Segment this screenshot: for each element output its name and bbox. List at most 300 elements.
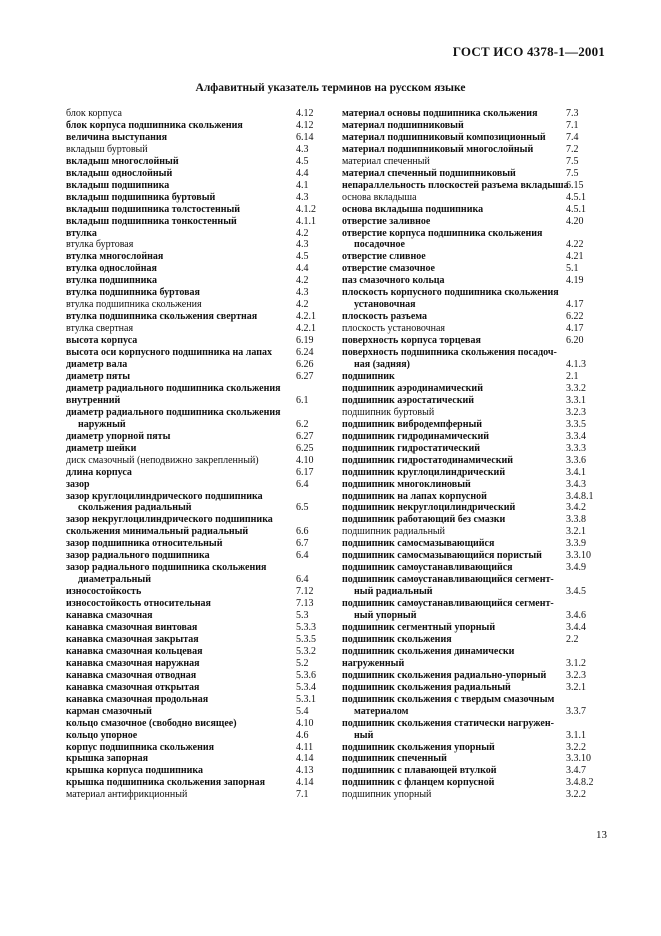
index-term — [66, 443, 326, 455]
index-term-number: 4.3 — [296, 287, 309, 299]
index-entry — [66, 335, 326, 347]
index-term-line: втулка — [66, 227, 97, 239]
index-term — [66, 144, 326, 156]
index-term-number: 5.3.2 — [296, 645, 316, 657]
index-term — [66, 359, 326, 371]
index-term-line: блок корпуса — [66, 108, 122, 119]
index-entry — [342, 347, 592, 371]
index-entry — [342, 502, 592, 514]
index-term-number: 4.14 — [296, 777, 314, 789]
index-term-number: 5.4 — [296, 705, 309, 717]
index-term — [66, 514, 326, 538]
index-term — [66, 753, 326, 765]
index-term-line: материал основы подшипника скольжения — [342, 108, 538, 119]
index-term-number: 4.2.1 — [296, 323, 316, 335]
index-term-line: подшипник скольжения — [342, 633, 452, 645]
index-entry — [66, 598, 326, 610]
index-term — [342, 443, 592, 455]
index-term — [342, 263, 592, 275]
index-term-line: диаметр радиального подшипника скольжения — [66, 382, 281, 394]
index-entry — [342, 263, 592, 275]
index-term-number: 4.1.2 — [296, 203, 316, 215]
index-term-number: 6.4 — [296, 550, 309, 562]
index-term-number: 3.4.3 — [566, 478, 586, 490]
index-term — [342, 120, 592, 132]
index-entry — [342, 682, 592, 694]
index-entry — [66, 586, 326, 598]
index-term — [66, 407, 326, 431]
index-term — [342, 765, 592, 777]
index-entry — [342, 275, 592, 287]
index-term-line: длина корпуса — [66, 466, 132, 478]
index-term-number: 3.3.1 — [566, 394, 586, 406]
index-term — [66, 180, 326, 192]
index-term — [342, 108, 592, 120]
index-term-number: 5.3.5 — [296, 633, 316, 645]
standard-header: ГОСТ ИСО 4378-1—2001 — [452, 44, 605, 59]
index-term — [66, 168, 326, 180]
index-term-line: карман смазочный — [66, 705, 152, 717]
index-term-line: канавка смазочная продольная — [66, 693, 209, 705]
index-term-number: 7.5 — [566, 167, 579, 179]
index-term — [66, 467, 326, 479]
index-term-line: основа вкладыша — [342, 191, 417, 203]
index-term — [342, 753, 592, 765]
index-entry — [66, 467, 326, 479]
index-entry — [342, 718, 592, 742]
index-entry — [342, 550, 592, 562]
index-term — [342, 514, 592, 526]
index-term-line: высота оси корпусного подшипника на лапах — [66, 347, 273, 359]
index-term-number: 4.17 — [566, 323, 584, 335]
index-entry — [66, 359, 326, 371]
index-term-number: 6.25 — [296, 442, 314, 454]
index-term — [342, 598, 592, 622]
index-term — [66, 156, 326, 168]
index-entry — [66, 514, 326, 538]
index-entry — [66, 634, 326, 646]
index-term-line: плоскость разъема — [342, 311, 427, 323]
index-term — [66, 598, 326, 610]
index-term-number: 6.2 — [296, 418, 309, 430]
index-term-number: 4.2.1 — [296, 311, 316, 323]
index-term-number: 4.5.1 — [566, 203, 586, 215]
index-term-number: 4.13 — [296, 765, 314, 777]
index-entry — [342, 371, 592, 383]
index-term-number: 3.1.1 — [566, 729, 586, 741]
index-entry — [66, 216, 326, 228]
index-term-line: диск смазочный (неподвижно закрепленный) — [66, 454, 259, 466]
index-entry — [66, 753, 326, 765]
index-term-line: канавка смазочная винтовая — [66, 621, 198, 633]
index-term — [342, 287, 592, 311]
index-term-line: паз смазочного кольца — [342, 275, 445, 287]
index-entry — [66, 180, 326, 192]
index-term — [66, 479, 326, 491]
index-term-line: канавка смазочная — [66, 610, 153, 622]
index-term-line: подшипник — [342, 370, 395, 382]
index-term-line: зазор радиального подшипника скольжения — [66, 562, 267, 574]
index-term-line: блок корпуса подшипника скольжения — [66, 119, 243, 131]
index-entry — [342, 646, 592, 670]
index-term — [66, 347, 326, 359]
index-term — [66, 335, 326, 347]
index-term-number: 3.4.7 — [566, 765, 586, 777]
index-term — [66, 455, 326, 467]
index-entry — [342, 753, 592, 765]
index-term-line: канавка смазочная отводная — [66, 669, 197, 681]
index-term-line: втулка свертная — [66, 323, 134, 335]
index-term — [66, 634, 326, 646]
index-entry — [66, 694, 326, 706]
index-term-line: втулка подшипника скольжения свертная — [66, 311, 258, 323]
index-term — [342, 323, 592, 335]
index-term-line: ный упорный — [354, 610, 417, 622]
index-entry — [342, 287, 592, 311]
index-term-number: 3.2.2 — [566, 741, 586, 753]
index-term — [342, 311, 592, 323]
index-term-number: 4.11 — [296, 741, 314, 753]
index-entry — [342, 562, 592, 574]
index-term — [66, 239, 326, 251]
index-term-line: подшипник скольжения радиально-упорный — [342, 669, 547, 681]
index-term — [66, 251, 326, 263]
index-entry — [66, 287, 326, 299]
index-term-line: подшипник с плавающей втулкой — [342, 765, 497, 777]
index-term-line: установочная — [354, 299, 416, 311]
index-term-line: втулка буртовая — [66, 239, 134, 251]
index-term-line: отверстие смазочное — [342, 263, 435, 275]
index-entry — [66, 777, 326, 789]
index-term-number: 6.15 — [566, 179, 584, 191]
index-term-number: 3.2.1 — [566, 681, 586, 693]
index-term-number: 6.19 — [296, 335, 314, 347]
index-term — [66, 658, 326, 670]
index-entry — [66, 120, 326, 132]
index-term-line: ная (задняя) — [354, 359, 410, 371]
index-term-number: 7.13 — [296, 598, 314, 610]
index-term-line: материал спеченный подшипниковый — [342, 167, 516, 179]
index-term-number: 4.4 — [296, 263, 309, 275]
index-term-line: подшипник многоклиновый — [342, 478, 471, 490]
index-term-number: 3.3.4 — [566, 430, 586, 442]
index-term — [342, 407, 592, 419]
index-term — [342, 467, 592, 479]
index-term-number: 3.3.8 — [566, 514, 586, 526]
index-term-line: ный радиальный — [354, 586, 433, 598]
index-entry — [66, 383, 326, 407]
index-entry — [66, 371, 326, 383]
index-entry — [342, 216, 592, 228]
index-term — [342, 383, 592, 395]
index-term-number: 2.2 — [566, 633, 579, 645]
index-term-line: диаметр шейки — [66, 442, 137, 454]
index-term — [342, 694, 592, 718]
index-term-number: 3.2.3 — [566, 406, 586, 418]
index-term-number: 3.1.2 — [566, 657, 586, 669]
index-entry — [66, 192, 326, 204]
index-term — [342, 431, 592, 443]
index-term-line: вкладыш подшипника буртовый — [66, 191, 216, 203]
index-term — [66, 730, 326, 742]
index-term-number: 4.5 — [296, 155, 309, 167]
index-entry — [342, 634, 592, 646]
index-term-line: крышка подшипника скольжения запорная — [66, 777, 266, 789]
index-term-number: 3.4.5 — [566, 586, 586, 598]
index-term — [66, 610, 326, 622]
index-entry — [342, 132, 592, 144]
index-entry — [66, 730, 326, 742]
index-entry — [342, 777, 592, 789]
index-entry — [342, 228, 592, 252]
index-term-number: 3.3.2 — [566, 382, 586, 394]
index-term-number: 4.3 — [296, 191, 309, 203]
index-term-number: 3.4.4 — [566, 621, 586, 633]
index-term-line: вкладыш многослойный — [66, 155, 179, 167]
index-term-line: подшипник гидростатический — [342, 442, 481, 454]
index-term-number: 6.4 — [296, 478, 309, 490]
index-term-line: подшипник вибродемпферный — [342, 418, 483, 430]
index-term-number: 5.3 — [296, 610, 309, 622]
index-term — [342, 395, 592, 407]
index-term — [342, 275, 592, 287]
index-term-line: поверхность корпуса торцевая — [342, 335, 481, 347]
index-term-line: подшипник самоустанавливающийся сегмент- — [342, 574, 554, 586]
index-term-number: 4.1.1 — [296, 215, 316, 227]
index-term-line: нагруженный — [342, 657, 405, 669]
index-term-number: 7.12 — [296, 586, 314, 598]
index-term — [342, 204, 592, 216]
index-term-line: подшипник буртовый — [342, 406, 435, 418]
index-entry — [342, 204, 592, 216]
index-entry — [66, 622, 326, 634]
index-term-line: диаметр упорной пяты — [66, 430, 171, 442]
index-term-number: 3.2.2 — [566, 789, 586, 801]
index-term-line: подшипник на лапах корпусной — [342, 490, 487, 502]
index-entry — [342, 694, 592, 718]
index-term-line: втулка многослойная — [66, 251, 164, 263]
index-entry — [66, 323, 326, 335]
index-term-number: 4.22 — [566, 239, 584, 251]
index-term-line: подшипник радиальный — [342, 526, 445, 538]
index-term-line: материал подшипниковый композиционный — [342, 131, 546, 143]
index-term-line: подшипник упорный — [342, 789, 432, 801]
index-term — [66, 311, 326, 323]
index-term — [66, 550, 326, 562]
index-term — [342, 168, 592, 180]
index-entry — [342, 670, 592, 682]
index-term — [342, 742, 592, 754]
index-term-number: 4.14 — [296, 753, 314, 765]
index-term-line: отверстие сливное — [342, 251, 426, 263]
index-term — [66, 777, 326, 789]
index-term-line: величина выступания — [66, 131, 167, 143]
index-entry — [66, 431, 326, 443]
index-entry — [66, 479, 326, 491]
index-term-line: износостойкость относительная — [66, 598, 211, 610]
index-term-line: вкладыш однослойный — [66, 167, 173, 179]
index-entry — [66, 789, 326, 801]
index-term-number: 7.2 — [566, 143, 579, 155]
index-term-line: подшипник самосмазывающийся — [342, 538, 495, 550]
index-term-line: отверстие заливное — [342, 215, 431, 227]
index-term — [66, 263, 326, 275]
index-term-line: подшипник самоустанавливающийся сегмент- — [342, 598, 554, 610]
index-term-line: кольцо смазочное (свободно висящее) — [66, 717, 237, 729]
index-entry — [66, 407, 326, 431]
index-entry — [66, 347, 326, 359]
index-term — [342, 682, 592, 694]
index-term-line: подшипник работающий без смазки — [342, 514, 506, 526]
index-entry — [66, 718, 326, 730]
index-term — [66, 132, 326, 144]
index-entry — [66, 228, 326, 240]
index-entry — [66, 144, 326, 156]
index-term — [66, 383, 326, 407]
index-term — [66, 120, 326, 132]
index-entry — [342, 395, 592, 407]
index-entry — [66, 311, 326, 323]
index-term-line: подшипник аэростатический — [342, 394, 474, 406]
index-term-line: крышка корпуса подшипника — [66, 765, 204, 777]
index-term-number: 3.3.5 — [566, 418, 586, 430]
index-term — [342, 502, 592, 514]
index-term-line: втулка подшипника скольжения — [66, 299, 202, 311]
index-term-line: скольжения радиальный — [78, 502, 192, 514]
index-term-line: подшипник спеченный — [342, 753, 447, 765]
index-term-line: материал антифрикционный — [66, 789, 188, 801]
index-term-number: 6.7 — [296, 538, 309, 550]
index-term-number: 5.1 — [566, 263, 579, 275]
index-entry — [342, 574, 592, 598]
index-entry — [342, 108, 592, 120]
index-term — [66, 299, 326, 311]
index-term — [342, 646, 592, 670]
index-term-number: 6.27 — [296, 370, 314, 382]
index-term-number: 4.19 — [566, 275, 584, 287]
index-entry — [342, 144, 592, 156]
index-term-line: материал подшипниковый — [342, 119, 464, 131]
index-term — [342, 251, 592, 263]
index-entry — [66, 706, 326, 718]
index-term-line: подшипник аэродинамический — [342, 382, 483, 394]
index-entry — [66, 670, 326, 682]
index-term — [66, 742, 326, 754]
index-term-number: 3.3.7 — [566, 705, 586, 717]
index-term — [342, 156, 592, 168]
index-term — [66, 371, 326, 383]
index-entry — [342, 323, 592, 335]
index-term-number: 5.3.3 — [296, 621, 316, 633]
index-term-number: 4.2 — [296, 299, 309, 311]
index-term — [66, 622, 326, 634]
index-term — [342, 347, 592, 371]
index-term-number: 3.2.1 — [566, 526, 586, 538]
index-term-number: 4.5 — [296, 251, 309, 263]
index-term-number: 3.3.10 — [566, 550, 591, 562]
index-term-number: 3.2.3 — [566, 669, 586, 681]
index-term — [342, 634, 592, 646]
index-term-number: 4.10 — [296, 717, 314, 729]
index-entry — [342, 789, 592, 801]
index-term — [342, 335, 592, 347]
index-term — [342, 550, 592, 562]
index-term — [66, 431, 326, 443]
index-entry — [66, 251, 326, 263]
index-term-line: зазор круглоцилиндрического подшипника — [66, 490, 263, 502]
index-term-line: подшипник скольжения с твердым смазочным — [342, 693, 555, 705]
index-entry — [342, 491, 592, 503]
index-term-line: канавка смазочная закрытая — [66, 633, 199, 645]
index-entry — [66, 658, 326, 670]
index-term-line: материалом — [354, 705, 409, 717]
index-term-number: 4.4 — [296, 167, 309, 179]
index-entry — [66, 299, 326, 311]
index-term — [66, 287, 326, 299]
index-term — [342, 419, 592, 431]
index-term — [342, 622, 592, 634]
index-term-number: 6.6 — [296, 526, 309, 538]
index-entry — [342, 156, 592, 168]
index-term-number: 2.1 — [566, 370, 579, 382]
index-entry — [66, 204, 326, 216]
index-term-number: 6.5 — [296, 502, 309, 514]
index-entry — [66, 132, 326, 144]
index-term-number: 4.12 — [296, 119, 314, 131]
right-index-column — [342, 108, 592, 801]
index-term-number: 6.22 — [566, 311, 584, 323]
index-term — [342, 777, 592, 789]
index-term — [66, 586, 326, 598]
index-term-number: 4.3 — [296, 143, 309, 155]
index-term — [66, 538, 326, 550]
index-term — [342, 132, 592, 144]
index-term-number: 4.17 — [566, 299, 584, 311]
index-term-line: канавка смазочная открытая — [66, 681, 200, 693]
index-term-line: зазор некруглоцилиндрического подшипника — [66, 514, 273, 526]
index-term-line: диаметр радиального подшипника скольжения — [66, 406, 281, 418]
index-term-line: подшипник гидростатодинамический — [342, 454, 513, 466]
index-term-line: подшипник с фланцем корпусной — [342, 777, 495, 789]
index-entry — [66, 108, 326, 120]
index-term-line: подшипник некруглоцилиндрический — [342, 502, 516, 514]
index-term — [66, 323, 326, 335]
index-entry — [66, 646, 326, 658]
index-term-line: основа вкладыша подшипника — [342, 203, 484, 215]
index-entry — [66, 765, 326, 777]
index-entry — [342, 407, 592, 419]
index-entry — [66, 491, 326, 515]
index-term — [66, 204, 326, 216]
index-term-line: втулка подшипника — [66, 275, 158, 287]
index-term-line: зазор — [66, 478, 90, 490]
index-term-line: наружный — [78, 418, 126, 430]
index-term — [342, 789, 592, 801]
index-term-number: 7.1 — [566, 119, 579, 131]
index-term-number: 3.4.1 — [566, 466, 586, 478]
index-entry — [342, 419, 592, 431]
index-entry — [66, 168, 326, 180]
index-term-line: подшипник круглоцилиндрический — [342, 466, 506, 478]
index-term-line: канавка смазочная наружная — [66, 657, 200, 669]
index-entry — [342, 251, 592, 263]
index-term — [66, 491, 326, 515]
index-entry — [342, 180, 592, 192]
index-entry — [66, 239, 326, 251]
index-term-number: 4.3 — [296, 239, 309, 251]
index-term-number: 3.4.8.2 — [566, 777, 594, 789]
index-term — [342, 574, 592, 598]
